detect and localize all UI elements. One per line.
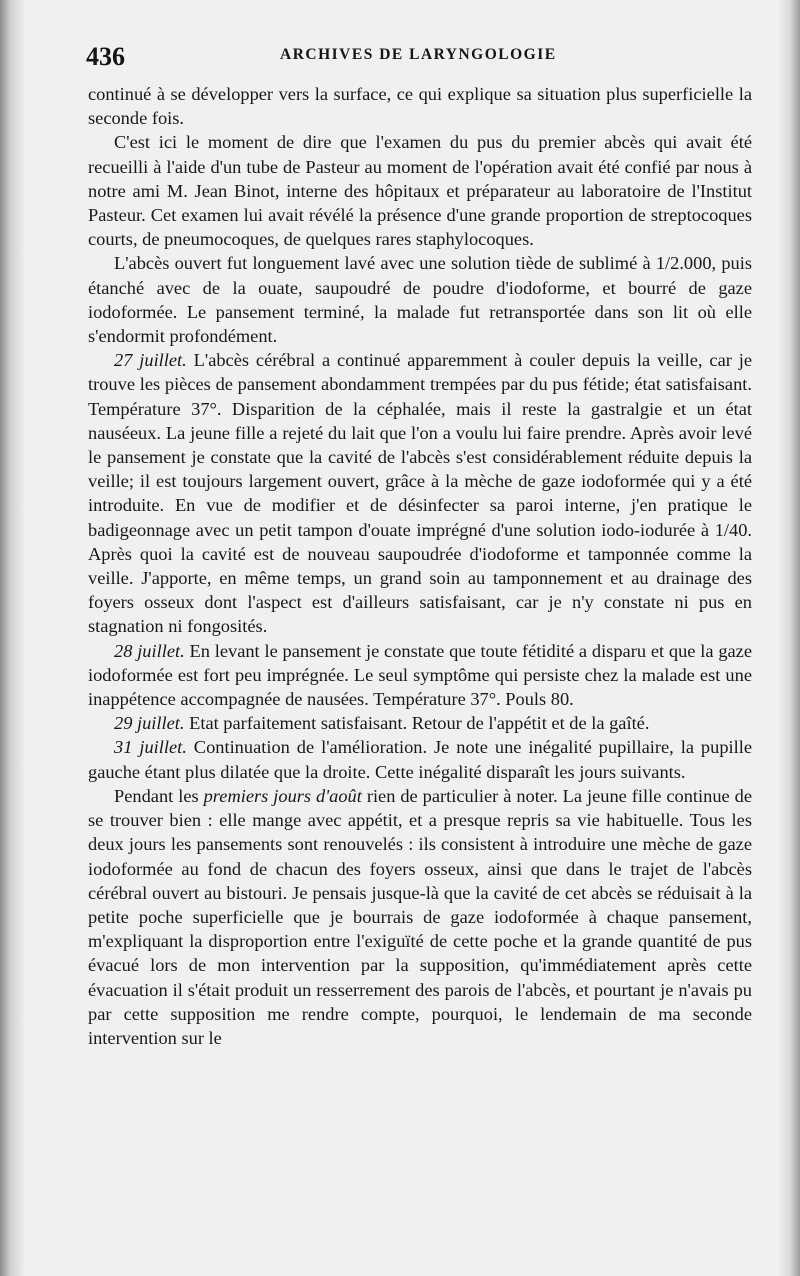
paragraph-text: L'abcès cérébral a continué apparemment à couler depuis la veille, car je trouve les pièces de pansement abondamment trempées par du pus fétide; état satisfaisant. Température 37°. Disparition de la céphalée, mais il reste la gastralgie et un état nauséeux. La jeune fille a rejeté du lait que l'on a voulu lui faire prendre. Après avoir levé le pansement je constate que la cavité de l'abcès s'est considérablement réduite depuis la veille; il est toujours largement ouvert, grâce à la mèche de gaze iodoformée qui y a été introduite. En vue de modifier et de désinfecter sa paroi interne, j'en pratique le badigeonnage avec un petit tampon d'ouate imprégné d'une solution iodo-iodurée à 1/40. Après quoi la cavité est de nouveau saupoudrée d'iodoforme et tamponnée comme la veille. J'apporte, en même temps, un grand soin au tamponnement et au drainage des foyers osseux dont l'aspect est d'ailleurs satisfaisant, car je n'y constate ni pus en stagnation ni fongosités. [88, 350, 752, 637]
scan-shadow-left [0, 0, 26, 1276]
paragraph [88, 130, 752, 251]
paragraph [88, 784, 752, 1050]
body-text [88, 82, 752, 1050]
paragraph [88, 82, 752, 130]
entry-date: 28 juillet. [114, 640, 185, 661]
paragraph [88, 348, 752, 638]
page-number: 436 [86, 42, 125, 71]
entry-date: 29 juillet. [114, 713, 185, 734]
paragraph-text: Continuation de l'amélioration. Je note une inégalité pupillaire, la pupille gauche étant plus dilatée que la droite. Cette inégalité disparaît les jours suivants. [88, 737, 753, 782]
paragraph [88, 639, 752, 712]
paragraph-text: C'est ici le moment de dire que l'examen du pus du premier abcès qui avait été recueilli à l'aide d'un tube de Pasteur au moment de l'opération avait été confié par nous à notre ami M. Jean Binot, interne des hôpitaux et préparateur au laboratoire de l'Institut Pasteur. Cet examen lui avait révélé la présence d'une grande proportion de streptocoques courts, de pneumocoques, de quelques rares staphylocoques. [88, 132, 752, 250]
paragraph [88, 711, 752, 735]
entry-date: 27 juillet. [114, 350, 187, 371]
paragraph-text: Etat parfaitement satisfaisant. Retour de l'appétit et de la gaîté. [184, 713, 650, 734]
paragraph [88, 251, 752, 348]
paragraph [88, 735, 752, 783]
entry-prefix: Pendant les [114, 785, 199, 806]
entry-date: premiers jours d'août [203, 785, 362, 806]
paragraph-text: En levant le pansement je constate que toute fétidité a disparu et que la gaze iodoformée est fort peu imprégnée. Le seul symptôme qui persiste chez la malade est une inappétence accompagnée de nausées. Température 37°. Pouls 80. [88, 640, 752, 710]
entry-date: 31 juillet. [114, 737, 187, 758]
paragraph-text: L'abcès ouvert fut longuement lavé avec une solution tiède de sublimé à 1/2.000, puis étanché avec de la ouate, saupoudré de poudre d'iodoforme, et bourré de gaze iodoformée. Le pansement terminé, la malade fut retransportée dans son lit où elle s'endormit profondément. [88, 253, 752, 347]
paragraph-text: continué à se développer vers la surface, ce qui explique sa situation plus superficielle la seconde fois. [88, 84, 752, 129]
paragraph-text: rien de particulier à noter. La jeune fille continue de se trouver bien : elle mange avec appétit, et a presque repris sa vie habituelle. Tous les deux jours les pansements sont renouvelés : ils consistent à introduire une mèche de gaze iodoformée au fond de chacun des foyers osseux, ainsi que dans le trajet de l'abcès cérébral ouvert au bistouri. Je pensais jusque-là que la cavité de cet abcès se réduisait à la petite poche superficielle que je bourrais de gaze iodoformée à chaque pansement, m'expliquant la disproportion entre l'exiguïté de cette poche et la grande quantité de pus évacué lors de mon intervention par la supposition, qu'immédiatement après cette évacuation il s'était produit un resserrement des parois de l'abcès, et pourtant je n'avais pu par cette supposition me rendre compte, pourquoi, le lendemain de ma seconde intervention sur le [88, 785, 752, 1048]
running-title: ARCHIVES DE LARYNGOLOGIE [280, 46, 557, 63]
scan-shadow-right [778, 0, 800, 1276]
page-header [86, 38, 736, 74]
